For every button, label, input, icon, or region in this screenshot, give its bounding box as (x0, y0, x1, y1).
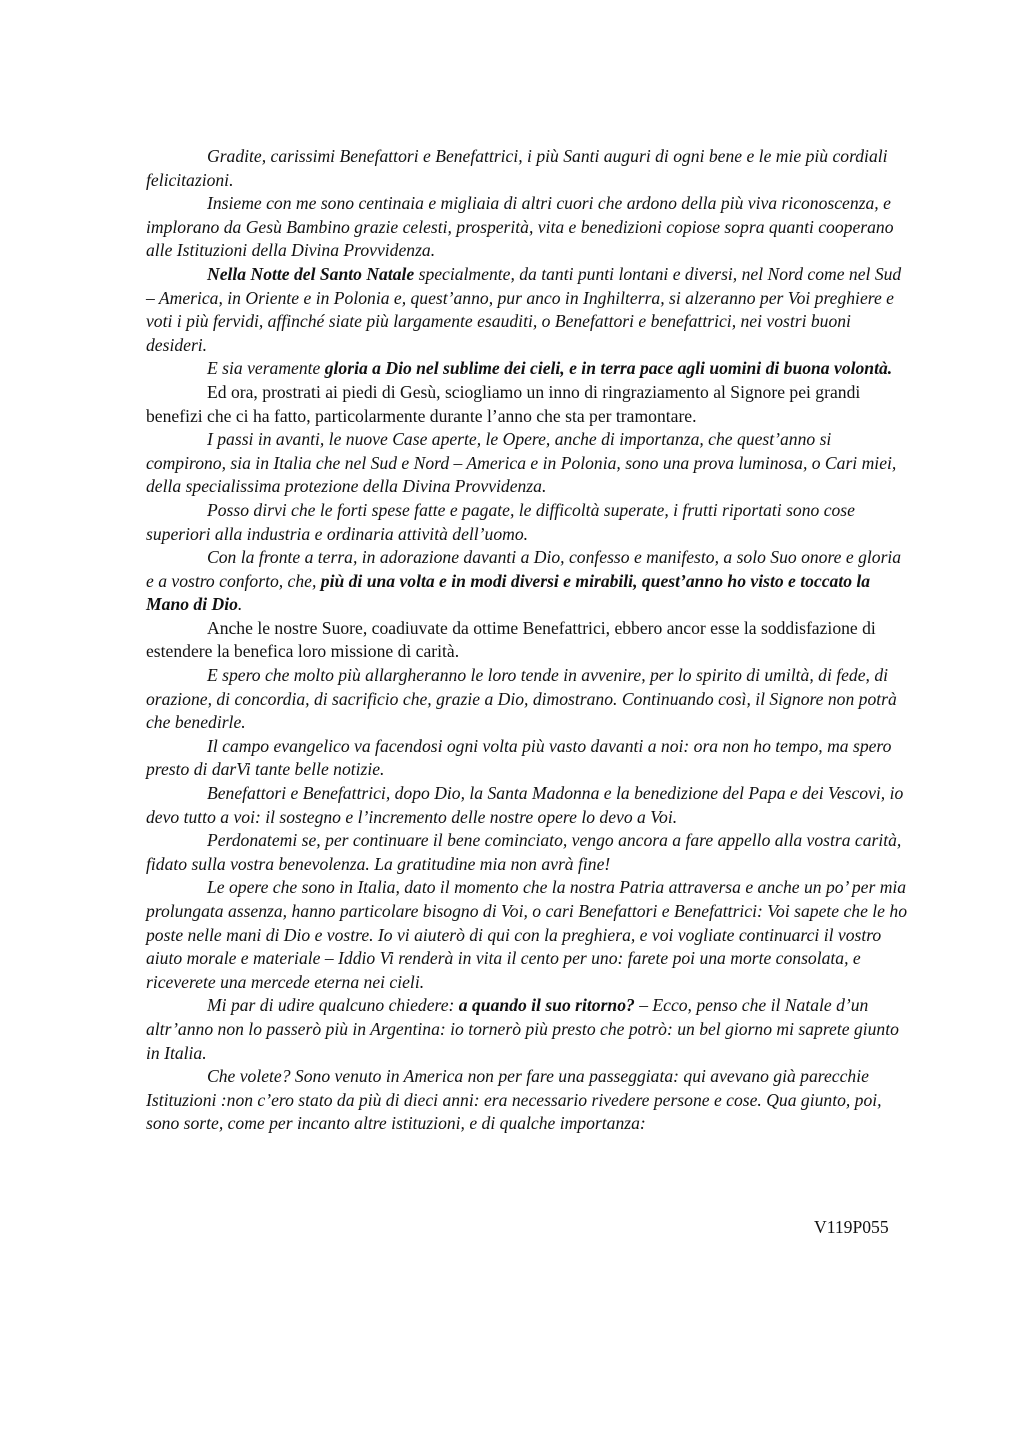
page-id: V119P055 (814, 1217, 889, 1237)
paragraph (146, 782, 910, 829)
text-run: Anche le nostre Suore, coadiuvate da ottime Benefattrici, ebbero ancor esse la soddisfazione di estendere la benefica loro missione di carità. (146, 617, 876, 662)
text-run: Il campo evangelico va facendosi ogni volta più vasto davanti a noi: ora non ho tempo, ma spero presto di darVi tante belle notizie. (146, 735, 892, 780)
document-body (146, 145, 910, 1136)
text-run: – Ecco, penso che il Natale d’un altr’anno non lo passerò più in Argentina: io tornerò più presto che potrò: un bel giorno mi saprete giunto in Italia. (146, 995, 899, 1063)
text-run-bold: a quando il suo ritorno? (458, 995, 635, 1016)
paragraph (146, 664, 910, 735)
text-run: Benefattori e Benefattrici, dopo Dio, la Santa Madonna e la benedizione del Papa e dei Vescovi, io devo tutto a voi: il sostegno e l’incremento delle nostre opere lo devo a Voi. (146, 783, 904, 827)
text-run: . (237, 594, 243, 615)
text-run: E sia veramente (207, 358, 325, 379)
text-run-bold: più di una volta e in modi diversi e mirabili, quest’anno ho visto e toccato la Mano di Dio (146, 570, 871, 615)
paragraph (146, 428, 910, 499)
text-run: Le opere che sono in Italia, dato il momento che la nostra Patria attraversa e anche un po’ per mia prolungata assenza, hanno particolare bisogno di Voi, o cari Benefattori e Benefattrici: Voi sapete che le ho poste nelle mani di Dio e vostre. Io vi aiuterò di qui con la preghiera, e voi vogliate continuarci il vostro aiuto morale e materiale – Iddio Vi renderà in vita il cento per uno: farete poi una morte consolata, e riceverete una mercede eterna nei cieli. (146, 877, 907, 992)
text-run: Posso dirvi che le forti spese fatte e pagate, le difficoltà superate, i frutti riportati sono cose superiori alla industria e ordinaria attività dell’uomo. (146, 499, 855, 544)
text-run: E spero che molto più allargheranno le loro tende in avvenire, per lo spirito di umiltà, di fede, di orazione, di concordia, di sacrificio che, grazie a Dio, dimostrano. Continuando così, il Signore non potrà che benedirle. (146, 665, 897, 733)
paragraph (146, 876, 910, 994)
paragraph (146, 145, 910, 192)
text-run-bold: Nella Notte del Santo Natale (207, 263, 415, 284)
paragraph (146, 192, 910, 263)
paragraph (146, 381, 910, 428)
text-run: Gradite, carissimi Benefattori e Benefattrici, i più Santi auguri di ogni bene e le mie più cordiali felicitazioni. (146, 146, 888, 190)
paragraph (146, 499, 910, 546)
text-run: Con la fronte a terra, in adorazione davanti a Dio, confesso e manifesto, a solo Suo onore e gloria e a vostro conforto, che, (146, 547, 902, 591)
paragraph (146, 994, 910, 1065)
text-run-bold: gloria a Dio nel sublime dei cieli, e in terra pace agli uomini di buona volontà. (324, 358, 893, 379)
text-run: I passi in avanti, le nuove Case aperte, le Opere, anche di importanza, che quest’anno si compirono, sia in Italia che nel Sud e Nord – America e in Polonia, sono una prova luminosa, o Cari miei, della specialissima protezione della Divina Provvidenza. (146, 429, 897, 497)
text-run: Che volete? Sono venuto in America non per fare una passeggiata: qui avevano già parecchie Istituzioni :non c’ero stato da più di dieci anni: era necessario rivedere persone e cose. Qua giunto, poi, sono sorte, come per incanto altre istituzioni, e di qualche importanza: (146, 1066, 882, 1134)
paragraph (146, 735, 910, 782)
text-run: specialmente, da tanti punti lontani e diversi, nel Nord come nel Sud – America, in Oriente e in Polonia e, quest’anno, pur anco in Inghilterra, si alzeranno per Voi preghiere e voti i più fervidi, affinché siate più largamente esauditi, o Benefattori e benefattrici, nei vostri buoni desideri. (146, 263, 902, 355)
paragraph (146, 1065, 910, 1136)
text-run: Perdonatemi se, per continuare il bene cominciato, vengo ancora a fare appello alla vostra carità, fidato sulla vostra benevolenza. La gratitudine mia non avrà fine! (146, 830, 902, 874)
paragraph (146, 357, 910, 381)
paragraph (146, 263, 910, 357)
text-run: Mi par di udire qualcuno chiedere: (207, 995, 459, 1016)
paragraph (146, 829, 910, 876)
text-run: Insieme con me sono centinaia e migliaia di altri cuori che ardono della più viva riconoscenza, e implorano da Gesù Bambino grazie celesti, prosperità, vita e benedizioni copiose sopra quanti cooperano alle Istituzioni della Divina Provvidenza. (146, 193, 894, 261)
paragraph (146, 617, 910, 664)
text-run: Ed ora, prostrati ai piedi di Gesù, sciogliamo un inno di ringraziamento al Signore pei grandi benefizi che ci ha fatto, particolarmente durante l’anno che sta per tramontare. (146, 381, 861, 426)
paragraph (146, 546, 910, 617)
